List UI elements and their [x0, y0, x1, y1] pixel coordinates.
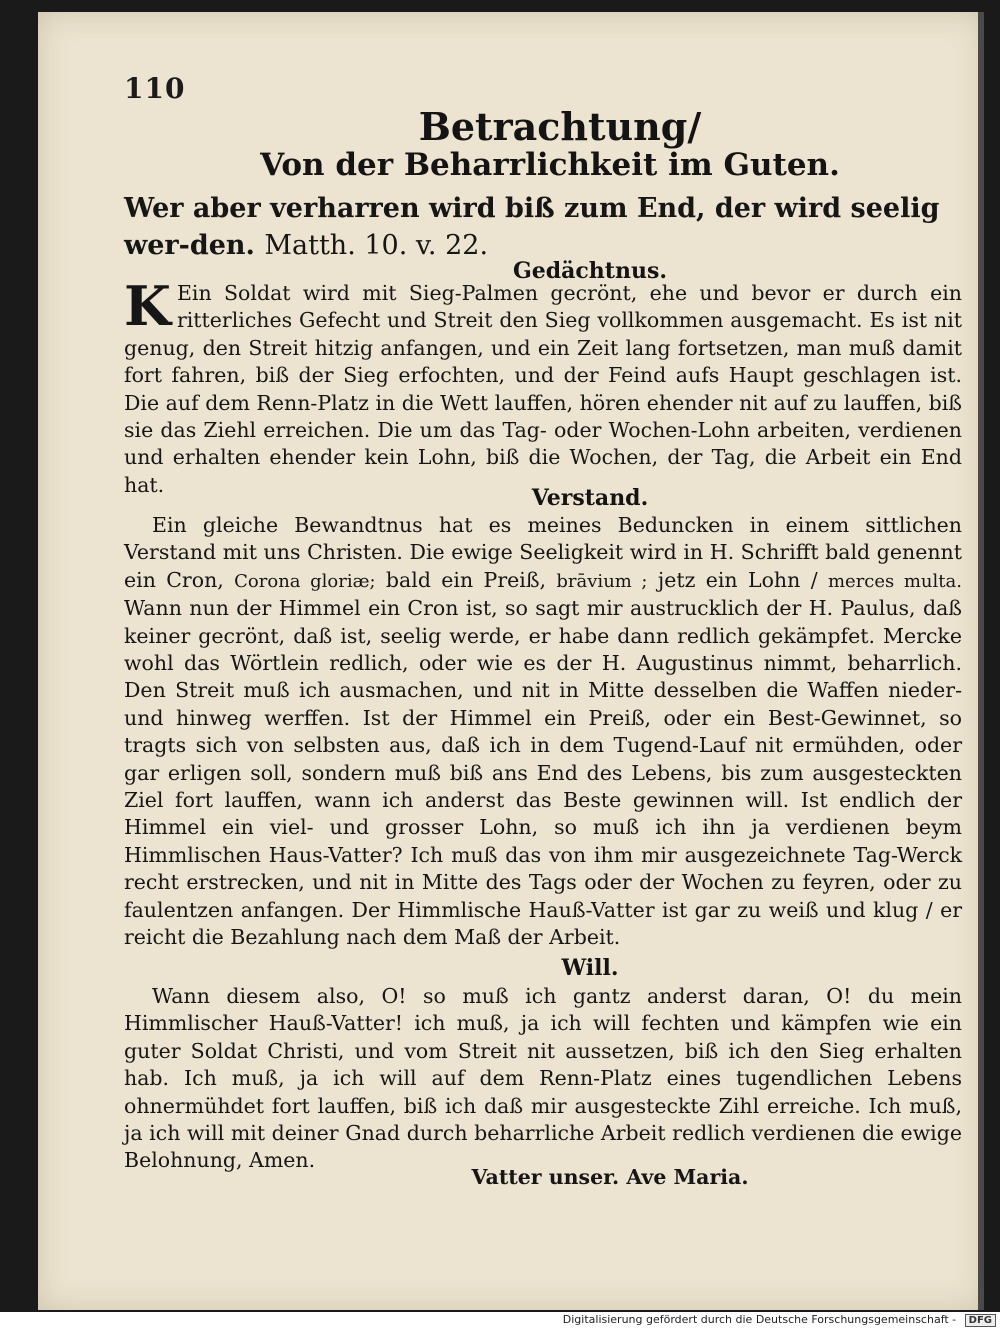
closing-prayer: Vatter unser. Ave Maria.	[471, 1165, 749, 1189]
verse-reference: Matth. 10. v. 22.	[264, 230, 489, 261]
footer-text: Digitalisierung gefördert durch die Deutsche Forschungsgemeinschaft -	[562, 1313, 957, 1326]
drop-cap: K	[124, 274, 171, 338]
latin-merces: merces multa.	[827, 570, 962, 592]
gedaechtnus-body: Ein Soldat wird mit Sieg-Palmen gecrönt, ehe und bevor er durch ein ritterliches Gefecht und Streit den Sieg vollkommen ausgemacht. Es ist nit genug, den Streit hitzig anfangen, und ein Zeit lang fortsetzen, man muß damit fort fahren, biß der Sieg erfochten, und der Feind aufs Haupt geschlagen ist. Die auf dem Renn-Platz in die Wett lauffen, hören ehender nit auf zu lauffen, biß sie das Ziehl erreichen. Die um das Tag- oder Wochen-Lohn arbeiten, verdienen und erhalten ehender kein Lohn, biß die Wochen, der Tag, die Arbeit ein End hat.	[124, 281, 962, 497]
verstand-body-a: Ein gleiche Bewandtnus hat es meines Beduncken in einem sittlichen Verstand mit uns Christen. Die ewige Seeligkeit wird in H. Schrifft bald genennt ein Cron,	[124, 513, 962, 592]
section-text-verstand	[124, 512, 962, 952]
section-heading-gedaechtnus: Gedächtnus.	[512, 258, 667, 284]
page-subtitle: Von der Beharrlichkeit im Guten.	[260, 147, 840, 183]
latin-bravium: brāvium ;	[556, 570, 648, 592]
page-gutter	[978, 12, 984, 1310]
verstand-body-b: bald ein Preiß,	[385, 567, 547, 592]
verse-text: Wer aber verharren wird biß zum End, der wird seelig wer-den.	[124, 193, 940, 261]
dfg-logo: DFG	[965, 1314, 996, 1327]
section-text-will: Wann diesem also, O! so muß ich gantz anderst daran, O! du mein Himmlischer Hauß-Vatter! ich muß, ja ich will fechten und kämpfen wie ein guter Soldat Christi, und vom Streit nit aussetzen, biß ich den Sieg erhalten hab. Ich muß, ja ich will auf dem Renn-Platz eines tugendlichen Lebens ohnermühdet fort lauffen, biß ich daß mir ausgesteckte Zihl erreiche. Ich muß, ja ich will mit deiner Gnad durch beharrliche Arbeit redlich verdienen die ewige Belohnung, Amen.	[124, 984, 962, 1173]
digitization-footer	[563, 1313, 996, 1327]
bible-verse	[124, 190, 962, 264]
page-title: Betrachtung/	[418, 104, 702, 149]
section-heading-verstand: Verstand.	[531, 485, 649, 511]
verstand-body-c: jetz ein Lohn /	[657, 567, 818, 592]
verstand-body-d: Wann nun der Himmel ein Cron ist, so sagt mir austrucklich der H. Paulus, daß keiner gecrönt, daß ist, seelig werde, er habe dann redlich gekämpfet. Mercke wohl das Wörtlein redlich, oder wie es der H. Augustinus nimmt, beharrlich. Den Streit muß ich ausmachen, und nit in Mitte desselben die Waffen nieder- und hinweg werffen. Ist der Himmel ein Preiß, oder ein Best-Gewinnet, so tragts sich von selbsten aus, daß ich in dem Tugend-Lauf nit ermühden, oder gar erligen soll, sondern muß biß ans End des Lebens, bis zum ausgesteckten Ziel fort lauffen, wann ich anderst das Beste gewinnen will. Ist endlich der Himmel ein viel- und grosser Lohn, so muß ich ihn ja verdienen beym Himmlischen Haus-Vatter? Ich muß das von ihm mir ausgezeichnete Tag-Werck recht erstrecken, und nit in Mitte des Tags oder der Wochen zu feyren, oder zu faulentzen anfangen. Der Himmlische Hauß-Vatter ist gar zu weiß und klug / er reicht die Bezahlung nach dem Maß der Arbeit.	[124, 596, 962, 950]
latin-corona: Corona gloriæ;	[234, 570, 376, 592]
page-number: 110	[124, 72, 186, 105]
section-text-gedaechtnus	[124, 274, 962, 499]
section-heading-will: Will.	[561, 955, 619, 981]
